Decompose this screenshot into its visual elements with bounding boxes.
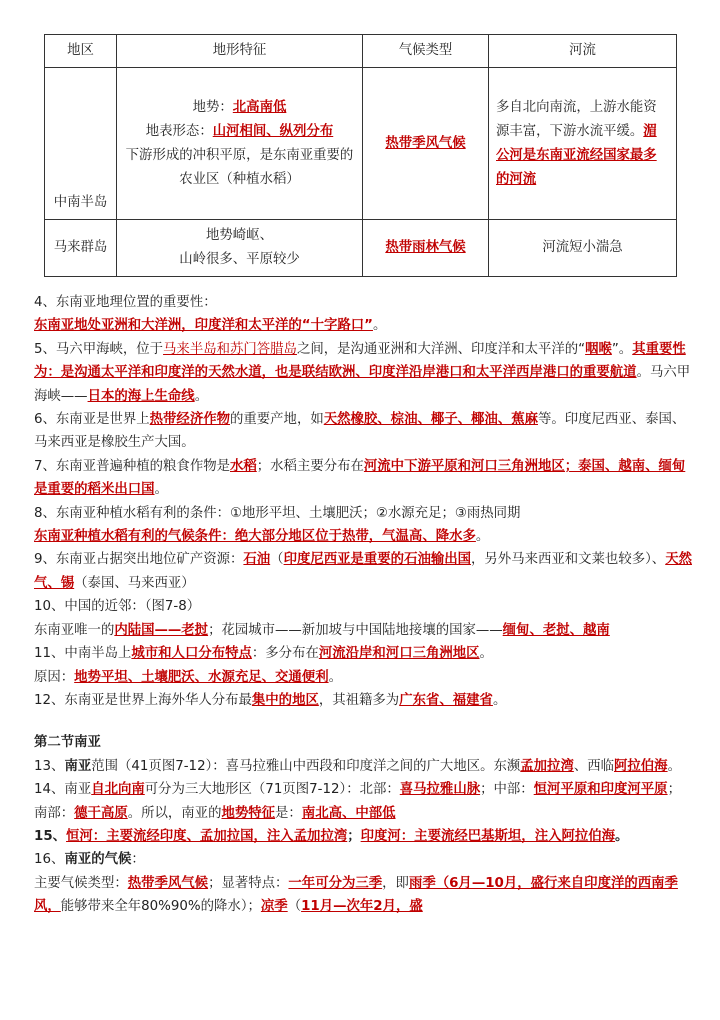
climate-cell (363, 220, 489, 277)
geography-table (44, 34, 677, 277)
river-key: 湄公河是东南亚流经国家最多的河流 (496, 123, 657, 187)
item-9: 9、东南亚占据突出地位矿产资源：石油（印度尼西亚是重要的石油输出国，另外马来西亚和文莱也较多）、天然气、锡（泰国、马来西亚） (34, 552, 692, 591)
terrain-key: 北高南低 (232, 99, 287, 115)
climate-cell (363, 68, 489, 220)
terrain-label: 地势： (192, 99, 233, 115)
item-14: 14、南亚自北向南可分为三大地形区（71页图7-12）：北部：喜马拉雅山脉；中部：恒河平原和印度河平原；南部：德干高原。所以，南亚的地势特征是：南北高、中部低 (34, 782, 681, 821)
terrain-note: 下游形成的冲积平原，是东南亚重要的农业区（种植水稻） (125, 147, 354, 187)
terrain-text: 山岭很多、平原较少 (179, 252, 300, 267)
item-11: 11、中南半岛上城市和人口分布特点：多分布在河流沿岸和河口三角洲地区。 (34, 646, 493, 662)
river-text: 多自北向南流，上游水能资源丰富，下游水流平缓。 (496, 99, 657, 139)
terrain-label: 地表形态： (145, 123, 213, 139)
river-cell: 河流短小湍急 (489, 220, 677, 277)
item-8-answer: 东南亚种植水稻有利的气候条件：绝大部分地区位于热带，气温高、降水多。 (34, 529, 490, 545)
item-13: 13、南亚范围（41页图7-12）：喜马拉雅山中西段和印度洋之间的广大地区。东濒孟加拉湾、西临阿拉伯海。 (34, 758, 681, 774)
item-10: 10、中国的近邻：（图7-8） (34, 599, 201, 615)
table-row (45, 68, 677, 220)
header-region: 地区 (45, 35, 117, 68)
terrain-text: 地势崎岖、 (206, 228, 273, 243)
item-12: 12、东南亚是世界上海外华人分布最集中的地区，其祖籍多为广东省、福建省。 (34, 692, 507, 708)
header-river: 河流 (489, 35, 677, 68)
item-11-reason: 原因：地势平坦、土壤肥沃、水源充足、交通便利。 (34, 669, 342, 685)
table-row (45, 220, 677, 277)
climate-value: 热带雨林气候 (385, 240, 466, 255)
section-heading: 第二节南亚 (34, 735, 101, 751)
header-climate: 气候类型 (363, 35, 489, 68)
item-8: 8、东南亚种植水稻有利的条件：①地形平坦、土壤肥沃；②水源充足；③雨热同期 (34, 505, 521, 521)
notes-body (34, 291, 694, 919)
river-cell (489, 68, 677, 220)
item-16-detail: 主要气候类型：热带季风气候；显著特点：一年可分为三季，即雨季（6月—10月，盛行来自印度洋的西南季风，能够带来全年80%90%的降水）；凉季（11月—次年2月，盛 (34, 875, 678, 915)
item-5: 5、马六甲海峡，位于马来半岛和苏门答腊岛之间，是沟通亚洲和大洋洲、印度洋和太平洋的“咽喉”。其重要性为：是沟通太平洋和印度洋的天然水道，也是联结欧洲、印度洋沿岸港口和太平洋西岸港口的重要航道。马六甲海峡——日本的海上生命线。 (34, 341, 691, 404)
terrain-cell (117, 220, 363, 277)
region-cell: 中南半岛 (45, 68, 117, 220)
terrain-key: 山河相间、纵列分布 (212, 123, 334, 139)
item-15: 15、恒河：主要流经印度、孟加拉国，注入孟加拉湾；印度河：主要流经巴基斯坦，注入阿拉伯海。 (34, 828, 629, 844)
item-7: 7、东南亚普遍种植的粮食作物是水稻；水稻主要分布在河流中下游平原和河口三角洲地区；泰国、越南、缅甸是重要的稻米出口国。 (34, 458, 686, 498)
item-16: 16、南亚的气候： (34, 852, 145, 868)
climate-value: 热带季风气候 (385, 135, 466, 151)
item-10-answer: 东南亚唯一的内陆国——老挝；花园城市——新加坡与中国陆地接壤的国家——缅甸、老挝、越南 (34, 622, 610, 638)
header-terrain: 地形特征 (117, 35, 363, 68)
terrain-cell (117, 68, 363, 220)
item-4-question: 4、东南亚地理位置的重要性： (34, 295, 217, 310)
table-header-row (45, 35, 677, 68)
item-6: 6、东南亚是世界上热带经济作物的重要产地，如天然橡胶、棕油、椰子、椰油、蕉麻等。印度尼西亚、泰国、马来西亚是橡胶生产大国。 (34, 412, 686, 451)
region-cell: 马来群岛 (45, 220, 117, 277)
item-4-answer: 东南亚地处亚洲和大洋洲，印度洋和太平洋的“十字路口”。 (34, 318, 387, 334)
